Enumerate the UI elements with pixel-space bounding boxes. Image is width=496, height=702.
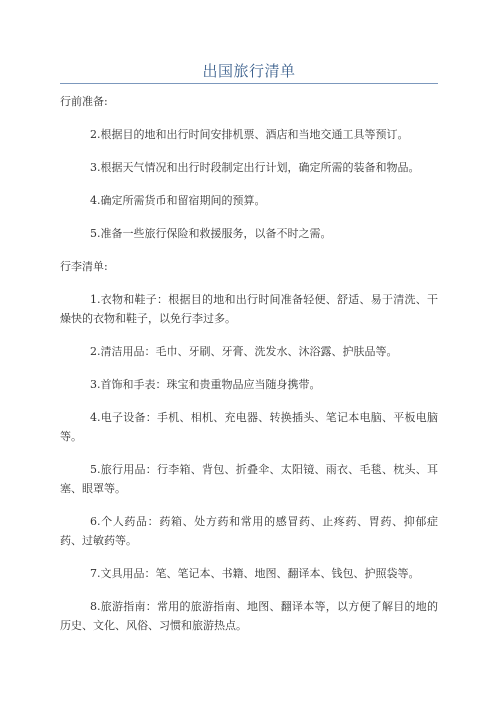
list-item: 5.旅行用品：行李箱、背包、折叠伞、太阳镜、雨衣、毛毯、枕头、耳塞、眼罩等。	[60, 463, 438, 495]
document-title: 出国旅行清单	[202, 62, 296, 80]
list-item: 4.电子设备：手机、相机、充电器、转换插头、笔记本电脑、平板电脑等。	[60, 411, 438, 443]
document-body	[60, 92, 438, 649]
list-item: 7.文具用品：笔、笔记本、书籍、地图、翻译本、钱包、护照袋等。	[90, 567, 420, 580]
list-item: 3.根据天气情况和出行时段制定出行计划，确定所需的装备和物品。	[90, 161, 420, 174]
list-item: 2.根据目的地和出行时间安排机票、酒店和当地交通工具等预订。	[90, 128, 409, 141]
section-pre-trip	[60, 92, 438, 243]
list-item: 2.清洁用品：毛巾、牙刷、牙膏、洗发水、沐浴露、护肤品等。	[90, 345, 398, 358]
list-item: 3.首饰和手表：珠宝和贵重物品应当随身携带。	[90, 378, 321, 391]
list-item: 8.旅游指南：常用的旅游指南、地图、翻译本等，以方便了解目的地的历史、文化、风俗、习惯和旅游热点。	[60, 600, 438, 632]
section-heading: 行前准备:	[60, 95, 108, 108]
section-luggage	[60, 257, 438, 635]
list-item: 5.准备一些旅行保险和救援服务，以备不时之需。	[90, 227, 332, 240]
list-item: 4.确定所需货币和留宿期间的预算。	[90, 194, 266, 207]
list-item: 6.个人药品：药箱、处方药和常用的感冒药、止疼药、胃药、抑郁症药、过敏药等。	[60, 515, 438, 547]
title-underline	[60, 83, 438, 84]
section-heading: 行李清单:	[60, 260, 108, 273]
list-item: 1.衣物和鞋子：根据目的地和出行时间准备轻便、舒适、易于清洗、干燥快的衣物和鞋子，以免行李过多。	[60, 293, 438, 325]
